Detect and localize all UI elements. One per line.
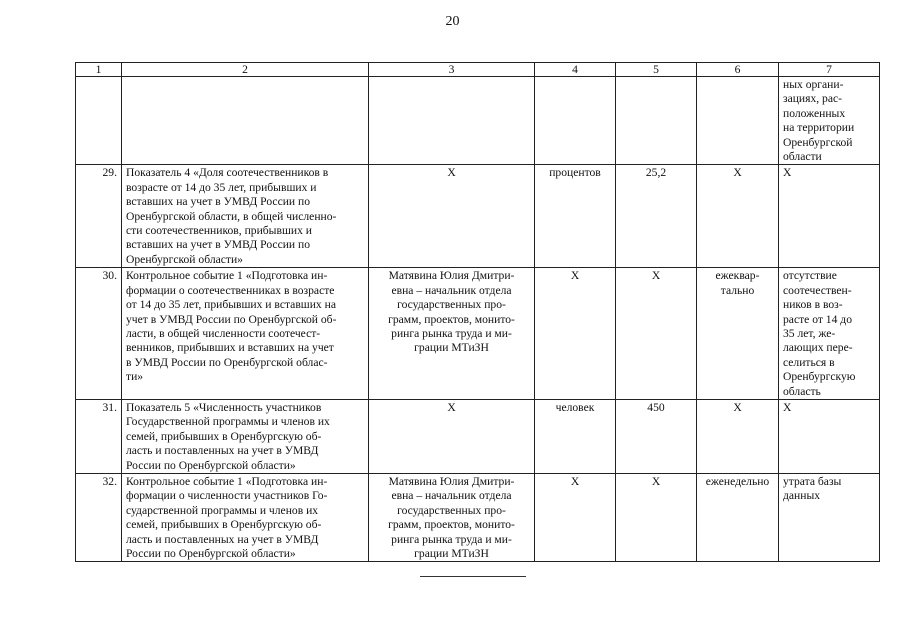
row-note: утрата базы данных [779, 473, 880, 561]
row-number: 29. [76, 165, 122, 268]
row-name: Показатель 5 «Численность участников Государственной программы и членов их семей, прибывших в Оренбургскую об- ласть и поставленных на учет в УМВД России по Оренбургской области» [122, 399, 369, 473]
column-header: 2 [122, 63, 369, 77]
row-name: Показатель 4 «Доля соотечественников в возрасте от 14 до 35 лет, прибывших и вставших на учет в УМВД России по Оренбургской области, в общей численно- сти соотечественников, прибывших и вставших на учет в УМВД России по Оренбургской области» [122, 165, 369, 268]
column-header: 3 [369, 63, 535, 77]
row-value: Х [616, 473, 697, 561]
row-unit: человек [535, 399, 616, 473]
column-header: 4 [535, 63, 616, 77]
column-header: 6 [697, 63, 779, 77]
row-responsible: Матявина Юлия Дмитри- евна – начальник отдела государственных про- грамм, проектов, монито- ринга рынка труда и ми- грации МТиЗН [369, 473, 535, 561]
row-note: Х [779, 165, 880, 268]
row-note: отсутствие соотечествен- ников в воз- расте от 14 до 35 лет, же- лающих пере- селиться в Оренбургскую область [779, 268, 880, 400]
row-period: Х [697, 399, 779, 473]
row-number: 32. [76, 473, 122, 561]
page-number: 20 [445, 14, 460, 29]
row-period: Х [697, 165, 779, 268]
row-name: Контрольное событие 1 «Подготовка ин- формации о численности участников Го- сударственной программы и членов их семей, прибывших в Оренбургскую об- ласть и поставленных на учет в УМВД России по Оренбургской области» [122, 473, 369, 561]
row-value: 25,2 [616, 165, 697, 268]
row-name [122, 77, 369, 165]
column-header: 7 [779, 63, 880, 77]
row-name: Контрольное событие 1 «Подготовка ин- формации о соотечественниках в возрасте от 14 до 35 лет, прибывших и вставших на учет в УМВД России по Оренбургской об- ласти, в общей численности соотечест- венников, прибывших и вставших на учет в УМВД России по Оренбургской облас- ти» [122, 268, 369, 400]
row-number: 30. [76, 268, 122, 400]
table-row [76, 399, 880, 473]
row-responsible: Матявина Юлия Дмитри- евна – начальник отдела государственных про- грамм, проектов, монито- ринга рынка труда и ми- грации МТиЗН [369, 268, 535, 400]
table-row [76, 165, 880, 268]
row-responsible: Х [369, 165, 535, 268]
row-number [76, 77, 122, 165]
header-row [76, 63, 880, 77]
row-unit [535, 77, 616, 165]
row-responsible: Х [369, 399, 535, 473]
table-row [76, 473, 880, 561]
row-period: еженедельно [697, 473, 779, 561]
table-row [76, 77, 880, 165]
row-value: Х [616, 268, 697, 400]
table-row [76, 268, 880, 400]
row-unit: процентов [535, 165, 616, 268]
row-note: ных органи- зациях, рас- положенных на территории Оренбургской области [779, 77, 880, 165]
row-unit: Х [535, 473, 616, 561]
row-note: Х [779, 399, 880, 473]
column-header: 1 [76, 63, 122, 77]
end-separator-line [420, 576, 526, 577]
row-period: ежеквар- тально [697, 268, 779, 400]
column-header: 5 [616, 63, 697, 77]
row-responsible [369, 77, 535, 165]
row-value: 450 [616, 399, 697, 473]
plan-table [75, 62, 880, 562]
row-number: 31. [76, 399, 122, 473]
row-period [697, 77, 779, 165]
row-unit: Х [535, 268, 616, 400]
row-value [616, 77, 697, 165]
